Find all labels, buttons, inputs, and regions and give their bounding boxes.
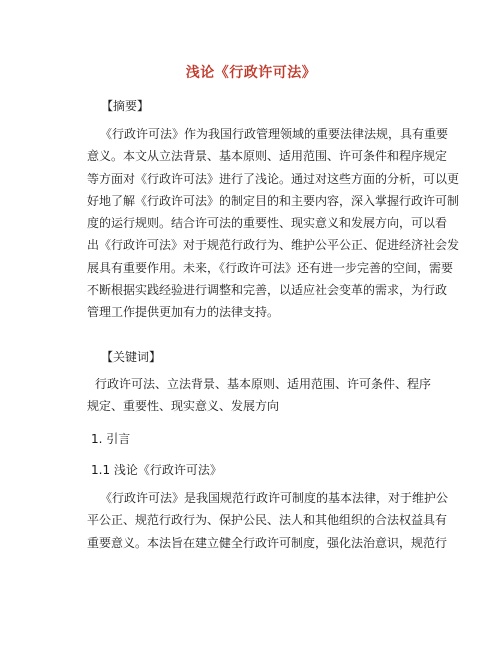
document-title: 浅论《行政许可法》 xyxy=(185,65,317,81)
keywords-line: 行政许可法、立法背景、基本原则、适用范围、许可条件、程序 xyxy=(95,377,432,391)
abstract-line: 出《行政许可法》对于规范行政行为、维护公平公正、促进经济社会发 xyxy=(87,238,460,253)
abstract-paragraph xyxy=(87,123,460,324)
section-heading-1-1: 1.1 浅论《行政许可法》 xyxy=(91,463,222,477)
abstract-line: 不断根据实践经验进行调整和完善，以适应社会变革的需求，为行政 xyxy=(87,283,448,298)
keywords-paragraph xyxy=(87,373,432,418)
abstract-line: 展具有重要作用。未来，《行政许可法》还有进一步完善的空间，需要 xyxy=(87,260,454,275)
body-line: 重要意义。本法旨在建立健全行政许可制度，强化法治意识，规范行 xyxy=(87,535,448,550)
abstract-line: 意义。本文从立法背景、基本原则、适用范围、许可条件和程序规定 xyxy=(87,149,448,164)
body-line: 平公正、规范行政行为、保护公民、法人和其他组织的合法权益具有 xyxy=(87,513,448,528)
abstract-line: 《行政许可法》作为我国行政管理领域的重要法律法规，具有重要 xyxy=(100,127,449,141)
body-paragraph xyxy=(87,487,449,554)
abstract-line: 等方面对《行政许可法》进行了浅论。通过对这些方面的分析，可以更 xyxy=(87,171,460,186)
keywords-line: 规定、重要性、现实意义、发展方向 xyxy=(87,399,280,414)
body-line: 《行政许可法》是我国规范行政许可制度的基本法律，对于维护公 xyxy=(100,491,449,505)
abstract-line: 好地了解《行政许可法》的制定目的和主要内容，深入掌握行政许可制 xyxy=(87,193,460,208)
abstract-line: 管理工作提供更加有力的法律支持。 xyxy=(87,305,280,320)
abstract-heading: 【摘要】 xyxy=(101,99,150,113)
abstract-line: 度的运行规则。结合许可法的重要性、现实意义和发展方向，可以看 xyxy=(87,216,448,231)
keywords-heading: 【关键词】 xyxy=(101,350,162,364)
section-heading-1: 1. 引言 xyxy=(91,432,131,446)
